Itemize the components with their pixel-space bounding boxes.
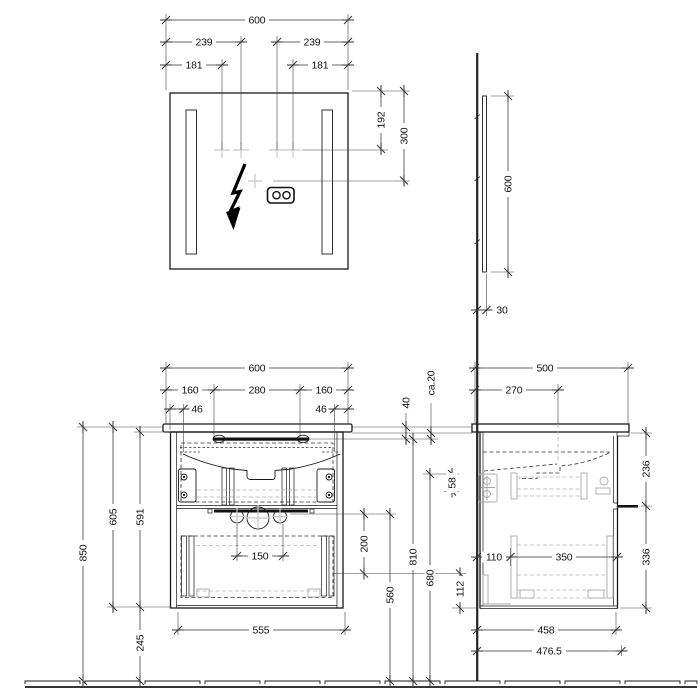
drawer-handle [618,505,638,508]
basin-mounting-bar [213,438,309,441]
dim-mirror-left-offset: 239 [195,36,213,49]
vanity-front-dimensions [77,362,478,681]
lightning-bolt-icon [226,164,245,230]
mirror-front-dimensions [166,14,411,181]
dim-back-clearance: 110 [485,551,503,564]
led-strip-right-icon [322,110,333,254]
dim-outlet-offset: 58 [446,477,459,489]
dim-mirror-right-inset: 181 [311,59,329,72]
dim-wall-gap: ca.20 [425,370,438,396]
mirror-profile [483,96,487,272]
dim-overall-depth: 476.5 [536,645,562,658]
dim-right-inset: 46 [315,403,327,416]
dim-depth: 500 [536,362,554,375]
socket-icon [268,188,295,204]
dim-left-inset: 46 [191,403,203,416]
countertop-profile [472,424,629,432]
dim-cabinet-bottom-depth: 458 [537,624,555,637]
dim-left-segment: 160 [181,384,199,397]
drawer-slides [222,468,294,505]
dim-unit-height: 605 [107,508,120,526]
lower-drawer-rails [182,536,335,596]
upper-drawer-box [511,473,610,499]
dim-mirror-top-to-fixings: 192 [375,111,388,129]
mirror-side-view [483,96,487,272]
dim-mirror-top-to-socket: 300 [398,127,411,145]
dim-upper-drawer-front: 236 [640,460,653,478]
vanity-front-view [163,424,352,608]
floor-line [25,681,697,687]
dim-connection-drop: 200 [358,535,371,553]
dim-mounting-height: 810 [407,548,420,566]
basin-profile-dashed [519,453,609,479]
dim-floor-clearance: 245 [134,634,147,652]
dim-drain-height: 560 [384,586,397,604]
dim-mirror-right-offset: 239 [303,36,321,49]
dim-mirror-left-inset: 181 [185,59,203,72]
dim-center-segment: 280 [248,384,266,397]
dim-mirror-width: 600 [248,14,266,27]
lower-drawer-box [483,536,613,604]
led-strip-left-icon [186,110,197,254]
vanity-side-view [472,424,638,609]
right-bracket [317,469,335,502]
vanity-side-dimensions [475,362,653,658]
dim-right-segment: 160 [315,384,333,397]
wall-line [475,53,481,681]
dim-bottom-width: 555 [252,624,270,637]
dim-cabinet-height: 591 [134,508,147,526]
basin-underside-curve [183,454,340,480]
dim-vanity-width: 600 [248,362,266,375]
water-connections [229,505,288,531]
washbasin-countertop [163,424,352,432]
siphon-mounting-bar [214,510,308,513]
dim-drawer-depth: 350 [555,551,573,564]
dim-bottom-offset: 112 [454,580,467,598]
dim-mirror-height: 600 [502,175,515,193]
dim-mirror-depth: 30 [496,304,508,317]
upper-drawer-dashed [181,443,333,502]
cabinet-body [171,432,344,608]
dim-outlet-height: 680 [424,569,437,587]
dim-lower-drawer-front: 336 [640,548,653,566]
drain-outlet-detail [479,474,497,502]
dim-drain-center-depth: 270 [505,384,523,397]
dim-basin-top-height: 850 [77,544,90,562]
dim-drain-spacing: 150 [251,550,269,563]
dim-countertop-thickness: 40 [400,397,413,409]
